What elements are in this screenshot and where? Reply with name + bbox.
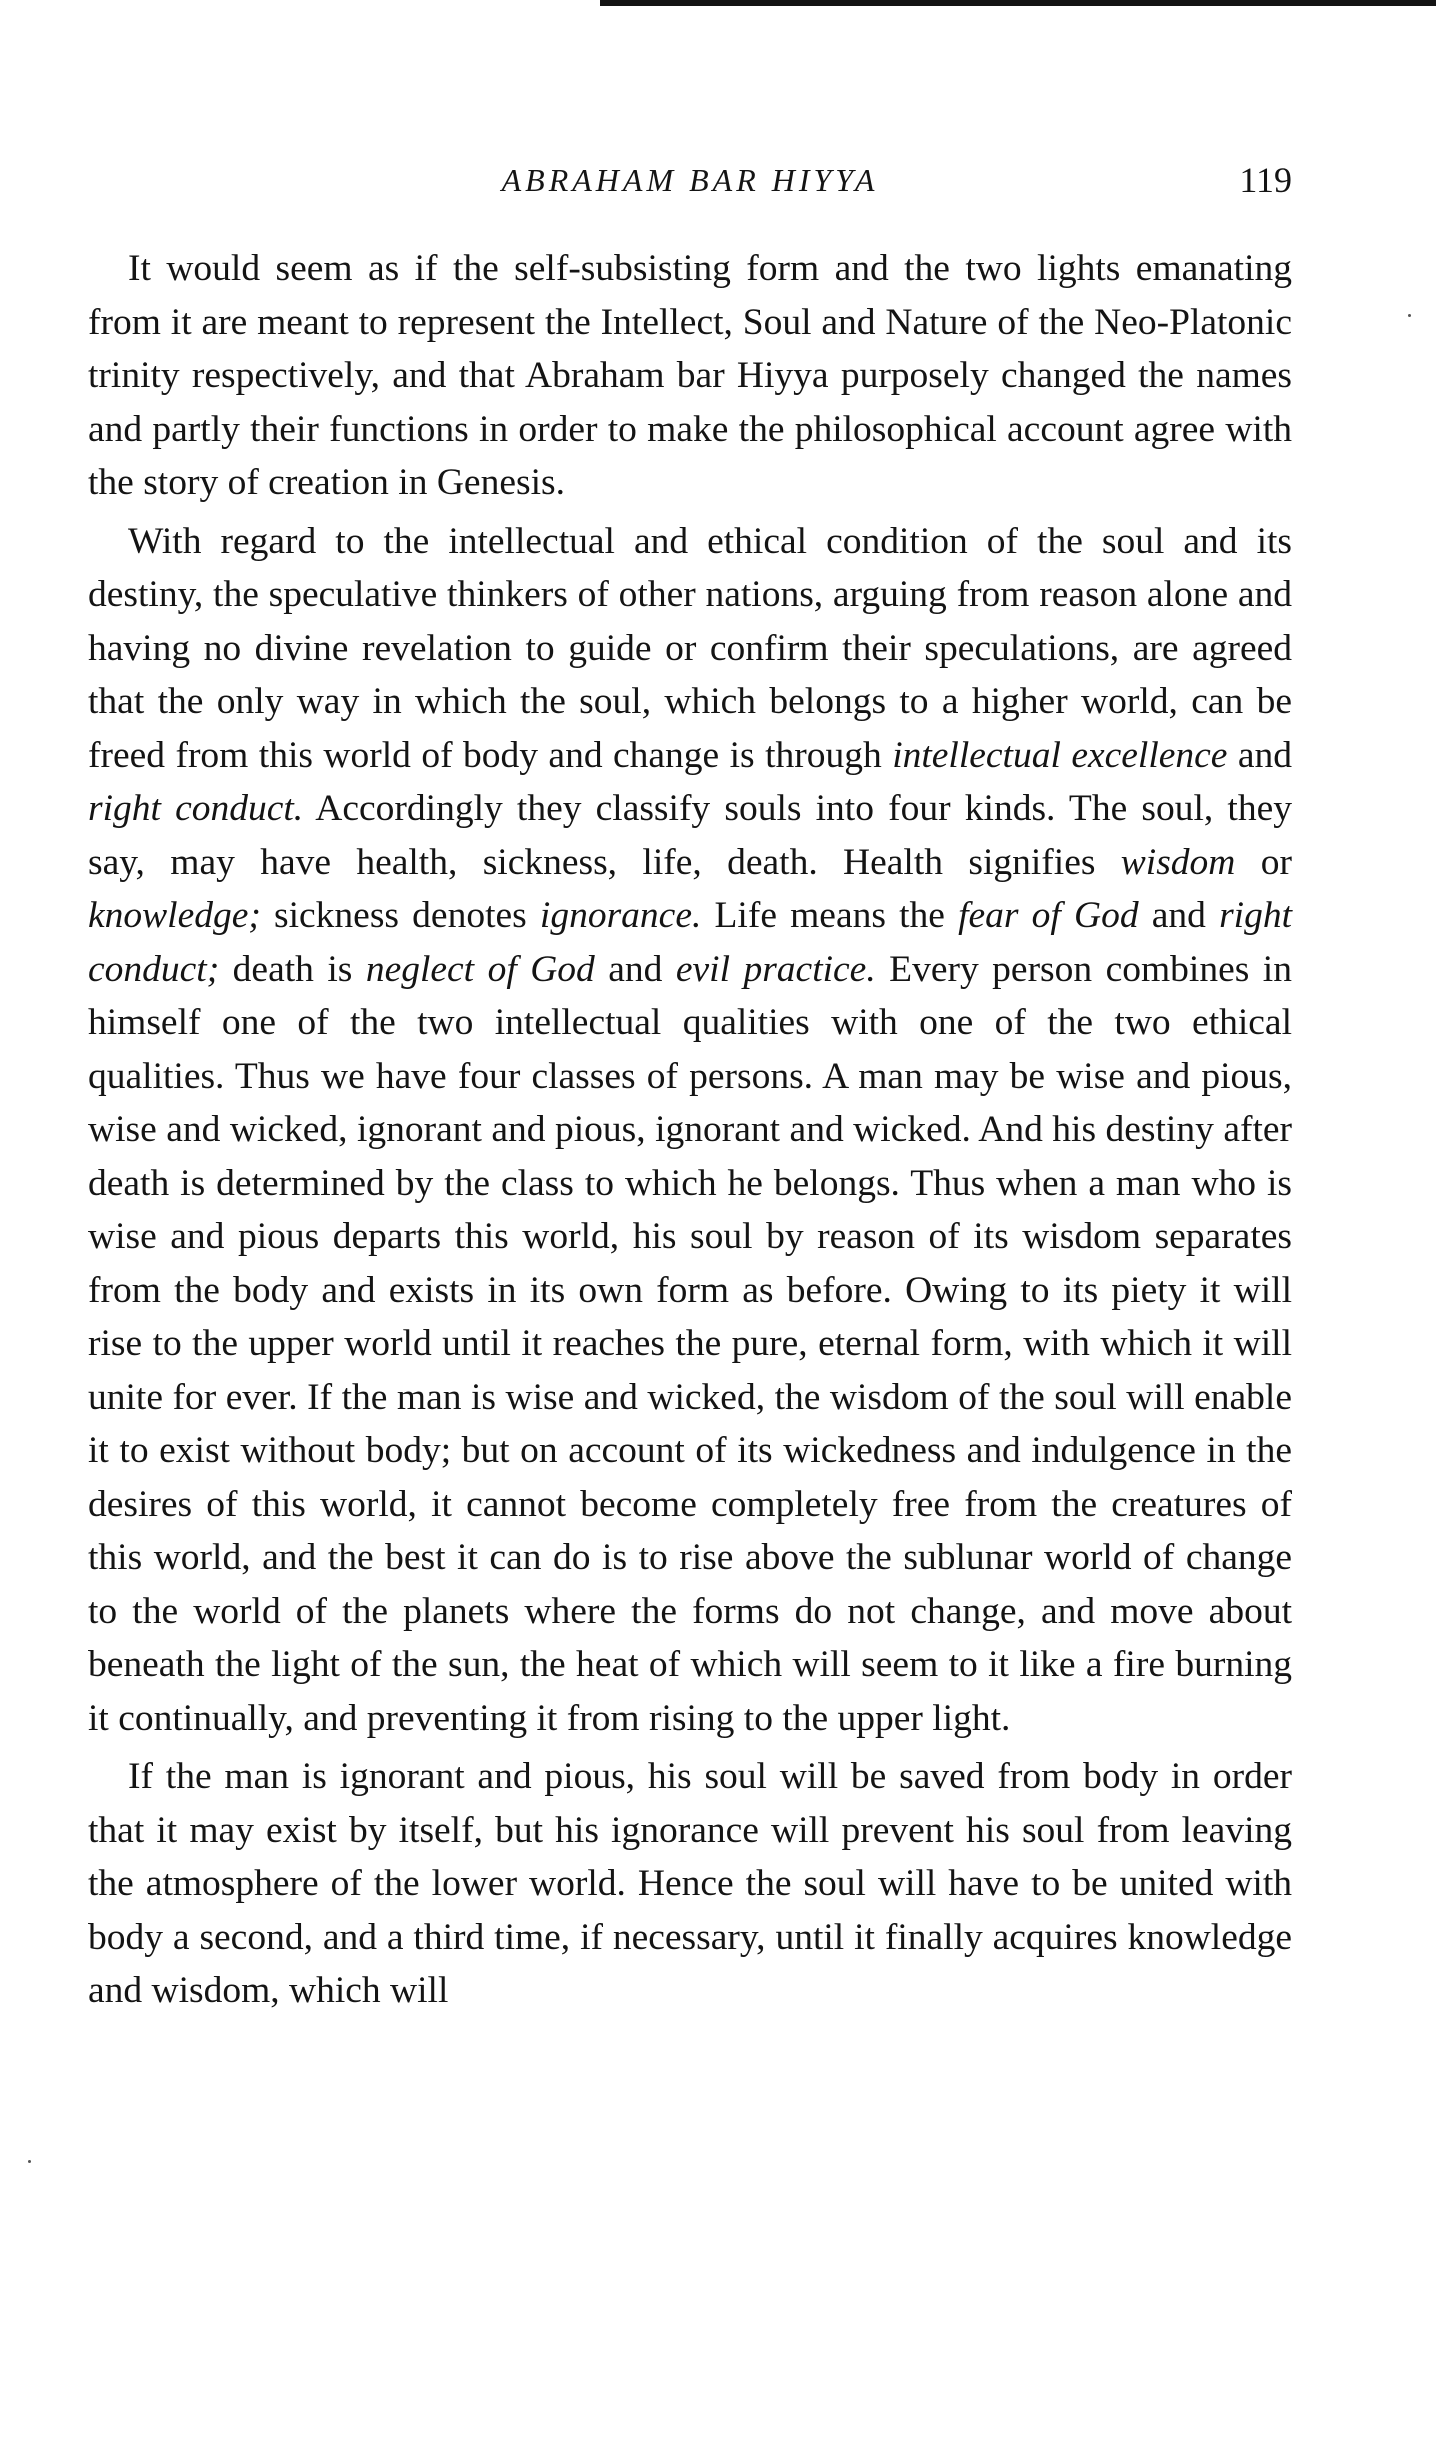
italic-text: ignorance.	[539, 895, 702, 936]
italic-text: right conduct;	[88, 895, 1292, 990]
italic-text: knowledge;	[88, 895, 261, 936]
paragraph	[88, 242, 1292, 510]
italic-text: intellectual excellence	[892, 734, 1228, 776]
italic-text: fear of God	[958, 895, 1139, 936]
text-segment: sickness denotes	[260, 895, 540, 936]
paragraph	[88, 1750, 1292, 2018]
text-segment: It would seem as if the self-subsisting form and the two lights emanating from it are meant to represent the Intellect, Soul and Nature of the Neo-Platonic trinity respectively, and that Abraham bar Hiyya purposely changed the names and partly their functions in order to make the philosophical account agree with the story of creation in Genesis.	[88, 248, 1292, 503]
top-rule	[600, 0, 1436, 6]
text-segment: or	[1235, 841, 1292, 883]
page-number: 119	[1239, 160, 1292, 200]
text-segment: Accordingly they classify souls into four kinds. The soul, they say, may have health, sickness, life, death. Health signifies	[88, 788, 1292, 883]
text-segment: Every person combines in himself one of the two intellectual qualities with one of the two ethical qualities. Thus we have four classes of persons. A man may be wise and pious, wise and wicked, ignorant and pious, ignorant and wicked. And his destiny after death is determined by the class to which he belongs. Thus when a man who is wise and pious departs this world, his soul by reason of its wisdom separates from the body and exists in its own form as before. Owing to its piety it will rise to the upper world until it reaches the pure, eternal form, with which it will unite for ever. If the man is wise and wicked, the wisdom of the soul will enable it to exist without body; but on account of its wickedness and indulgence in the desires of this world, it cannot become completely free from the creatures of this world, and the best it can do is to rise above the sublunar world of change to the world of the planets where the forms do not change, and move about beneath the light of the sun, the heat of which will seem to it like a fire burning it continually, and preventing it from rising to the upper light.	[88, 948, 1292, 1739]
margin-mark	[28, 2160, 31, 2163]
italic-text: right conduct.	[88, 788, 304, 829]
italic-text: evil practice.	[675, 948, 876, 990]
italic-text: neglect of God	[365, 948, 595, 990]
margin-mark	[1408, 314, 1411, 317]
text-segment: Life means the	[701, 895, 959, 936]
paragraph	[88, 515, 1292, 1746]
italic-text: wisdom	[1120, 841, 1236, 883]
running-title: ABRAHAM BAR HIYYA	[501, 162, 879, 198]
body-text	[88, 242, 1292, 2018]
text-segment: With regard to the intellectual and ethical condition of the soul and its destiny, the speculative thinkers of other nations, arguing from reason alone and having no divine revelation to guide or confirm their speculations, are agreed that the only way in which the soul, which belongs to a higher world, can be freed from this world of body and change is through	[88, 520, 1292, 776]
text-segment: death is	[219, 948, 366, 990]
text-segment: and	[1138, 895, 1220, 936]
text-segment: If the man is ignorant and pious, his soul will be saved from body in order that it may exist by itself, but his ignorance will prevent his soul from leaving the atmosphere of the lower world. Hence the soul will have to be united with body a second, and a third time, if necessary, until it finally acquires knowledge and wisdom, which will	[88, 1756, 1292, 2011]
running-header	[88, 158, 1292, 218]
text-segment: and	[1227, 734, 1293, 776]
text-segment: and	[594, 948, 676, 990]
